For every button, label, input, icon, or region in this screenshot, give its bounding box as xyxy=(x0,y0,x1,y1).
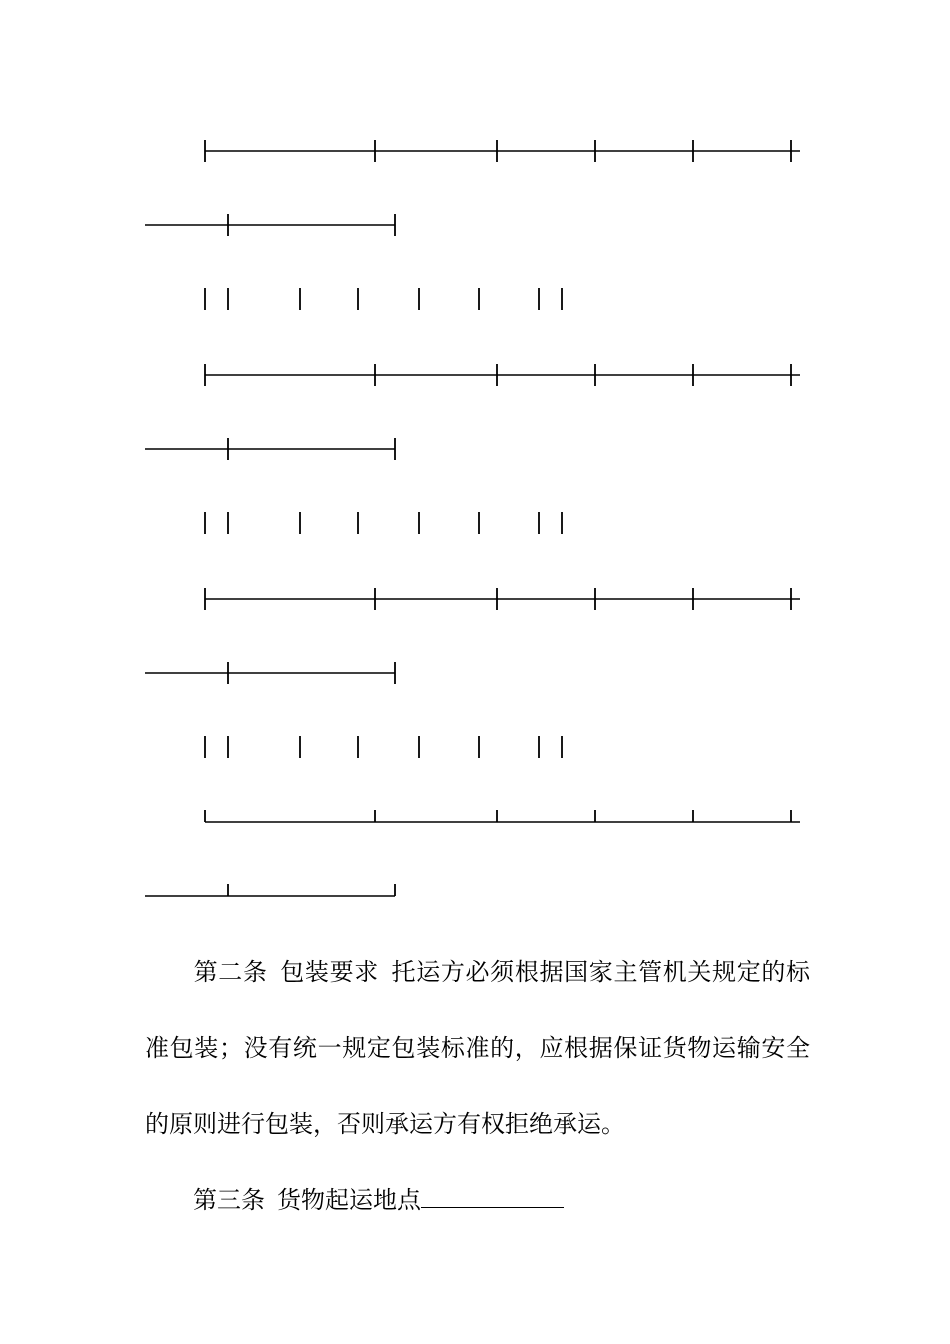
table-rule-block-3 xyxy=(145,588,800,684)
article-2-label: 第二条 xyxy=(193,958,268,986)
table-rule-block-2 xyxy=(145,364,800,460)
article-3-label: 第三条 xyxy=(193,1186,265,1214)
article-3-paragraph xyxy=(145,1162,810,1238)
table-cell-dividers-3 xyxy=(205,736,562,758)
fill-in-blank xyxy=(421,1187,564,1208)
article-2-heading: 包装要求 xyxy=(279,958,379,986)
table-rule-block-1 xyxy=(145,140,800,236)
article-2-body: 托运方必须根据国家主管机关规定的标准包装；没有统一规定包装标准的，应根据保证货物运输安全的原则进行包装，否则承运方有权拒绝承运。 xyxy=(145,958,811,1138)
article-3-heading: 货物起运地点 xyxy=(277,1186,421,1214)
table-cell-dividers-2 xyxy=(205,512,562,534)
table-cell-dividers-1 xyxy=(205,288,562,310)
table-bottom-border xyxy=(145,810,800,896)
article-2-paragraph xyxy=(145,934,810,1162)
